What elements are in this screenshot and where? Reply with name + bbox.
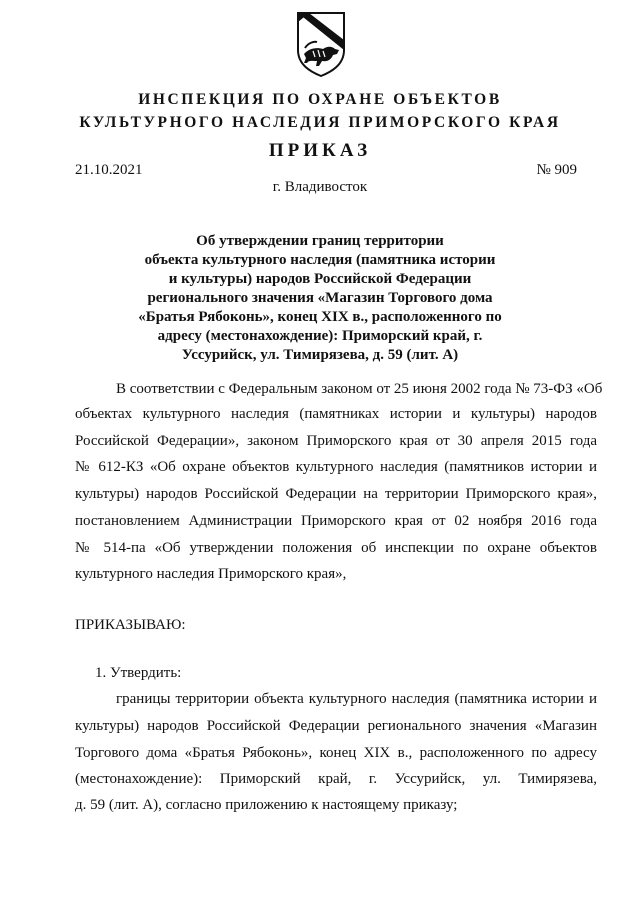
subject-line: Уссурийск, ул. Тимирязева, д. 59 (лит. А) [181,347,459,363]
subject-line: объекта культурного наследия (памятника истории [144,252,496,268]
document-type-title: ПРИКАЗ [268,140,372,161]
coat-of-arms-icon [295,10,347,78]
preamble-line: культуры) народов Российской Федерации на территории Приморского края», [75,486,597,502]
order-date: 21.10.2021 [75,162,143,178]
subject-line: адресу (местонахождение): Приморский край, г. [157,328,483,344]
subject-line: регионального значения «Магазин Торгового дома [147,290,493,306]
preamble-line: объектах культурного наследия (памятниках истории и культуры) народов [75,406,597,422]
order-item-line: границы территории объекта культурного наследия (памятника истории и [116,691,597,707]
subject-line: «Братья Рябоконь», конец XIX в., расположенного по [138,309,502,325]
preamble-line: № 514-па «Об утверждении положения об инспекции по охране объектов [75,540,597,556]
preamble-line: постановлением Администрации Приморского края от 02 ноября 2016 года [75,513,597,529]
subject-line: Об утверждении границ территории [196,233,444,249]
order-city: г. Владивосток [272,179,368,195]
order-heading: ПРИКАЗЫВАЮ: [75,617,186,633]
preamble-line: В соответствии с Федеральным законом от 25 июня 2002 года № 73-ФЗ «Об [116,381,603,397]
order-number: № 909 [536,162,577,178]
subject-line: и культуры) народов Российской Федерации [168,271,472,287]
order-item-line: культуры) народов Российской Федерации регионального значения «Магазин [75,718,597,734]
order-item-line: (местонахождение): Приморский край, г. Уссурийск, ул. Тимирязева, [75,771,597,787]
order-subject [120,232,520,365]
preamble-line: культурного наследия Приморского края», [75,566,347,582]
order-item-label: 1. Утвердить: [95,665,182,681]
authority-name-line2: КУЛЬТУРНОГО НАСЛЕДИЯ ПРИМОРСКОГО КРАЯ [79,114,561,131]
authority-name-line1: ИНСПЕКЦИЯ ПО ОХРАНЕ ОБЪЕКТОВ [138,91,502,108]
preamble-line: № 612-КЗ «Об охране объектов культурного наследия (памятников истории и [75,459,597,475]
order-item-line: д. 59 (лит. А), согласно приложению к настоящему приказу; [75,797,458,813]
order-item-line: Торгового дома «Братья Рябоконь», конец XIX в., расположенного по адресу [75,745,597,761]
preamble-line: Российской Федерации», законом Приморского края от 30 апреля 2015 года [75,433,597,449]
